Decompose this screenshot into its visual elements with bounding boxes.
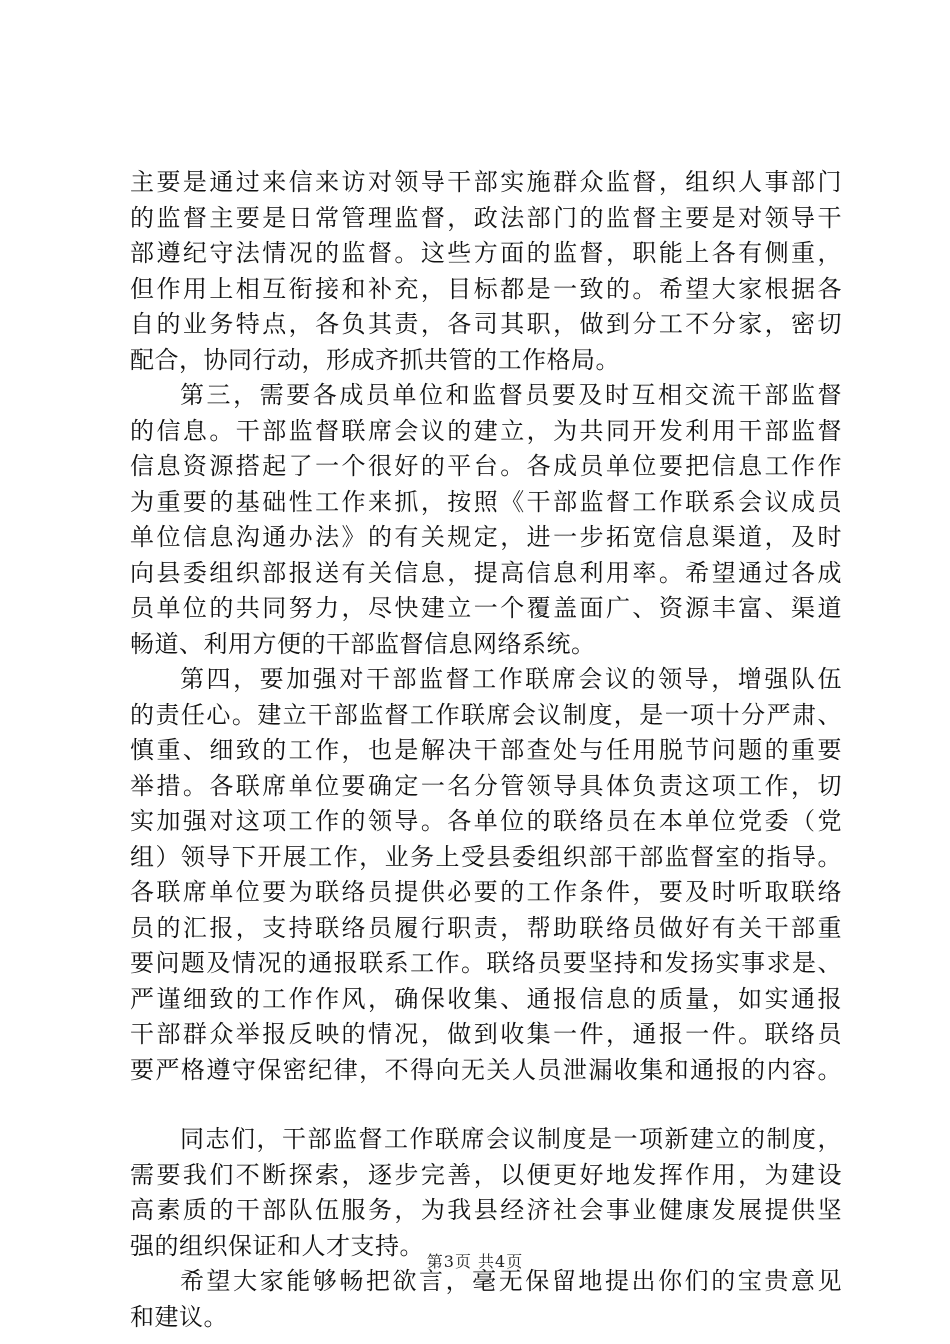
paragraph-spacer <box>130 1088 842 1122</box>
text-line: 部遵纪守法情况的监督。这些方面的监督，职能上各有侧重， <box>130 239 842 267</box>
text-line: 实加强对这项工作的领导。各单位的联络员在本单位党委（党 <box>130 807 842 835</box>
paragraph-4 <box>130 1122 842 1264</box>
text-line: 的监督主要是日常管理监督，政法部门的监督主要是对领导干 <box>130 203 842 232</box>
text-line: 各联席单位要为联络员提供必要的工作条件，要及时听取联络 <box>130 878 842 906</box>
text-line: 自的业务特点，各负其责，各司其职，做到分工不分家，密切 <box>130 310 842 338</box>
text-line: 但作用上相互衔接和补充，目标都是一致的。希望大家根据各 <box>130 274 842 303</box>
paragraph-3 <box>130 662 842 1088</box>
text-line: 组）领导下开展工作，业务上受县委组织部干部监督室的指导。 <box>130 842 842 871</box>
text-line: 配合，协同行动，形成齐抓共管的工作格局。 <box>130 345 620 374</box>
text-line: 同志们，干部监督工作联席会议制度是一项新建立的制度， <box>180 1125 842 1153</box>
text-line: 畅道、利用方便的干部监督信息网络系统。 <box>130 629 596 658</box>
text-line: 的信息。干部监督联席会议的建立，为共同开发利用干部监督 <box>130 416 842 445</box>
text-line: 单位信息沟通办法》的有关规定，进一步拓宽信息渠道，及时 <box>130 523 842 551</box>
text-line: 员的汇报，支持联络员履行职责，帮助联络员做好有关干部重 <box>130 913 842 942</box>
text-line: 第三，需要各成员单位和监督员要及时互相交流干部监督 <box>180 381 842 409</box>
text-line: 举措。各联席单位要确定一名分管领导具体负责这项工作，切 <box>130 771 842 800</box>
text-line: 高素质的干部队伍服务，为我县经济社会事业健康发展提供坚 <box>130 1196 842 1224</box>
text-line: 干部群众举报反映的情况，做到收集一件，通报一件。联络员 <box>130 1020 842 1048</box>
paragraph-5 <box>130 1264 842 1335</box>
text-line: 主要是通过来信来访对领导干部实施群众监督，组织人事部门 <box>130 168 842 196</box>
text-line: 向县委组织部报送有关信息，提高信息利用率。希望通过各成 <box>130 558 842 587</box>
text-line: 的责任心。建立干部监督工作联席会议制度，是一项十分严肃、 <box>130 700 842 729</box>
text-line: 为重要的基础性工作来抓，按照《干部监督工作联系会议成员 <box>130 487 842 516</box>
page-number-footer: 第3页 共4页 <box>426 1252 524 1271</box>
text-line: 强的组织保证和人才支持。 <box>130 1231 424 1260</box>
text-line: 严谨细致的工作作风，确保收集、通报信息的质量，如实通报 <box>130 984 842 1013</box>
text-line: 员单位的共同努力，尽快建立一个覆盖面广、资源丰富、渠道 <box>130 594 842 622</box>
text-line: 要严格遵守保密纪律，不得向无关人员泄漏收集和通报的内容。 <box>130 1055 842 1084</box>
text-line: 需要我们不断探索，逐步完善，以便更好地发挥作用，为建设 <box>130 1160 842 1189</box>
paragraph-2 <box>130 378 842 662</box>
text-line: 信息资源搭起了一个很好的平台。各成员单位要把信息工作作 <box>130 452 842 480</box>
paragraph-1 <box>130 165 842 378</box>
text-line: 希望大家能够畅把欲言，毫无保留地提出你们的宝贵意见 <box>180 1267 842 1295</box>
text-line: 要问题及情况的通报联系工作。联络员要坚持和发扬实事求是、 <box>130 949 842 977</box>
text-line: 慎重、细致的工作，也是解决干部查处与任用脱节问题的重要 <box>130 736 842 764</box>
text-line: 第四，要加强对干部监督工作联席会议的领导，增强队伍 <box>180 665 842 693</box>
text-line: 和建议。 <box>130 1302 228 1331</box>
document-body <box>130 165 842 1335</box>
